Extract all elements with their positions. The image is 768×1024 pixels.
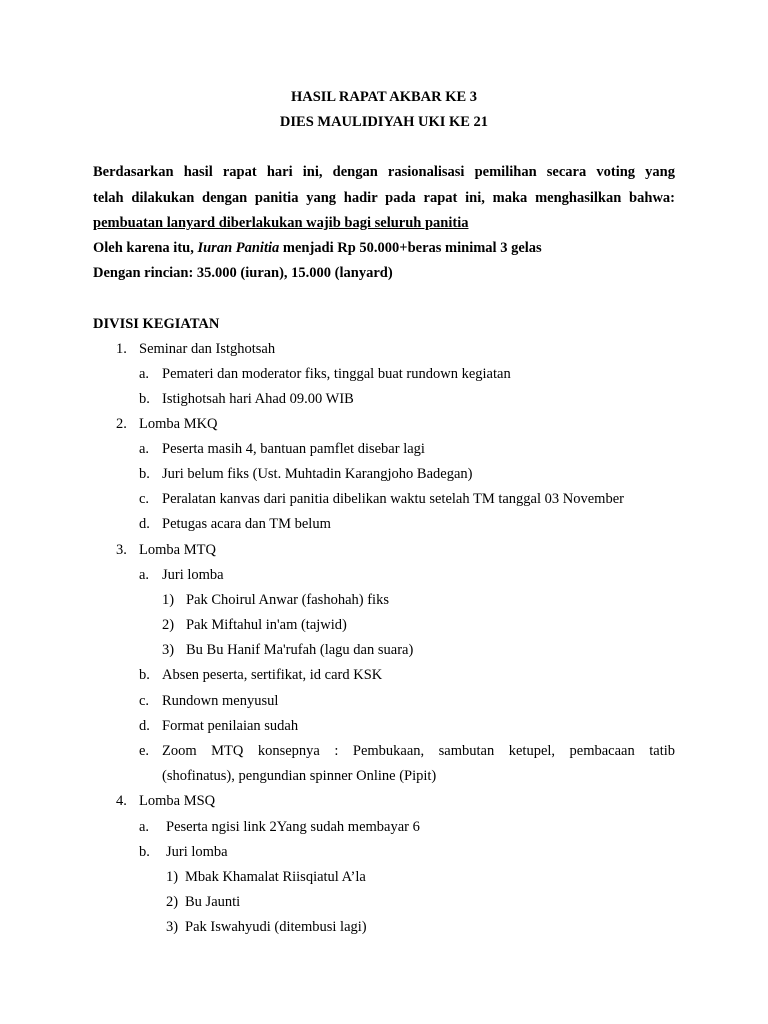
- subsub-mark: 3): [162, 642, 175, 658]
- sub-mark: b.: [139, 844, 150, 860]
- list-item: Lomba MSQ: [139, 793, 216, 809]
- sub-item: Absen peserta, sertifikat, id card KSK: [162, 667, 383, 683]
- sub-item: Petugas acara dan TM belum: [162, 516, 331, 532]
- subsub-item: Pak Choirul Anwar (fashohah) fiks: [186, 592, 389, 608]
- fee-line: [93, 238, 542, 258]
- sub-mark: c.: [139, 491, 150, 507]
- sub-mark: a.: [139, 366, 150, 382]
- subsub-item: Pak Miftahul in'am (tajwid): [186, 617, 347, 633]
- sub-mark: d.: [139, 516, 150, 532]
- sub-mark: b.: [139, 466, 150, 482]
- list-number: 2.: [116, 416, 127, 432]
- document-subtitle: DIES MAULIDIYAH UKI KE 21: [279, 114, 489, 130]
- sub-item-justified: Zoom MTQ konsepnya : Pembukaan, sambutan ketupel, pembacaan tatib: [162, 743, 675, 759]
- fee-detail: Dengan rincian: 35.000 (iuran), 15.000 (lanyard): [93, 265, 393, 281]
- list-number: 3.: [116, 542, 127, 558]
- list-number: 4.: [116, 793, 127, 809]
- sub-mark: b.: [139, 391, 150, 407]
- subsub-mark: 1): [166, 869, 179, 885]
- intro-line-1: Berdasarkan hasil rapat hari ini, dengan rasionalisasi pemilihan secara voting yang: [93, 164, 675, 180]
- sub-mark: b.: [139, 667, 150, 683]
- sub-item: Istighotsah hari Ahad 09.00 WIB: [162, 391, 354, 407]
- sub-item: Juri lomba: [162, 567, 224, 583]
- sub-mark: c.: [139, 693, 150, 709]
- sub-item: Peserta ngisi link 2Yang sudah membayar 6: [166, 819, 420, 835]
- subsub-item: Bu Bu Hanif Ma'rufah (lagu dan suara): [186, 642, 414, 658]
- subsub-item: Pak Iswahyudi (ditembusi lagi): [185, 919, 367, 935]
- list-number: 1.: [116, 341, 127, 357]
- intro-line-3-underlined: pembuatan lanyard diberlakukan wajib bagi seluruh panitia: [93, 215, 469, 231]
- list-item: Seminar dan Istghotsah: [139, 341, 276, 357]
- subsub-mark: 1): [162, 592, 175, 608]
- sub-item: Juri lomba: [166, 844, 228, 860]
- subsub-item: Bu Jaunti: [185, 894, 241, 910]
- sub-item: Rundown menyusul: [162, 693, 279, 709]
- sub-mark: a.: [139, 567, 150, 583]
- subsub-mark: 2): [166, 894, 179, 910]
- list-item: Lomba MKQ: [139, 416, 218, 432]
- sub-item: Pemateri dan moderator fiks, tinggal buat rundown kegiatan: [162, 366, 511, 382]
- sub-mark: e.: [139, 743, 150, 759]
- fee-prefix: Oleh karena itu,: [93, 240, 198, 256]
- sub-mark: a.: [139, 819, 150, 835]
- sub-item-continuation: (shofinatus), pengundian spinner Online (Pipit): [162, 768, 437, 784]
- fee-suffix: menjadi Rp 50.000+beras minimal 3 gelas: [279, 240, 542, 256]
- intro-line-2: telah dilakukan dengan panitia yang hadir pada rapat ini, maka menghasilkan bahwa:: [93, 190, 675, 206]
- list-item: Lomba MTQ: [139, 542, 216, 558]
- sub-mark: d.: [139, 718, 150, 734]
- document-title: HASIL RAPAT AKBAR KE 3: [290, 89, 478, 105]
- sub-mark: a.: [139, 441, 150, 457]
- sub-item: Juri belum fiks (Ust. Muhtadin Karangjoho Badegan): [162, 466, 473, 482]
- subsub-mark: 3): [166, 919, 179, 935]
- fee-italic: Iuran Panitia: [197, 240, 280, 256]
- subsub-mark: 2): [162, 617, 175, 633]
- subsub-item: Mbak Khamalat Riisqiatul A’la: [185, 869, 366, 885]
- sub-item: Peserta masih 4, bantuan pamflet disebar lagi: [162, 441, 425, 457]
- section-heading: DIVISI KEGIATAN: [93, 316, 220, 332]
- sub-item: Format penilaian sudah: [162, 718, 299, 734]
- sub-item: Peralatan kanvas dari panitia dibelikan waktu setelah TM tanggal 03 November: [162, 491, 624, 507]
